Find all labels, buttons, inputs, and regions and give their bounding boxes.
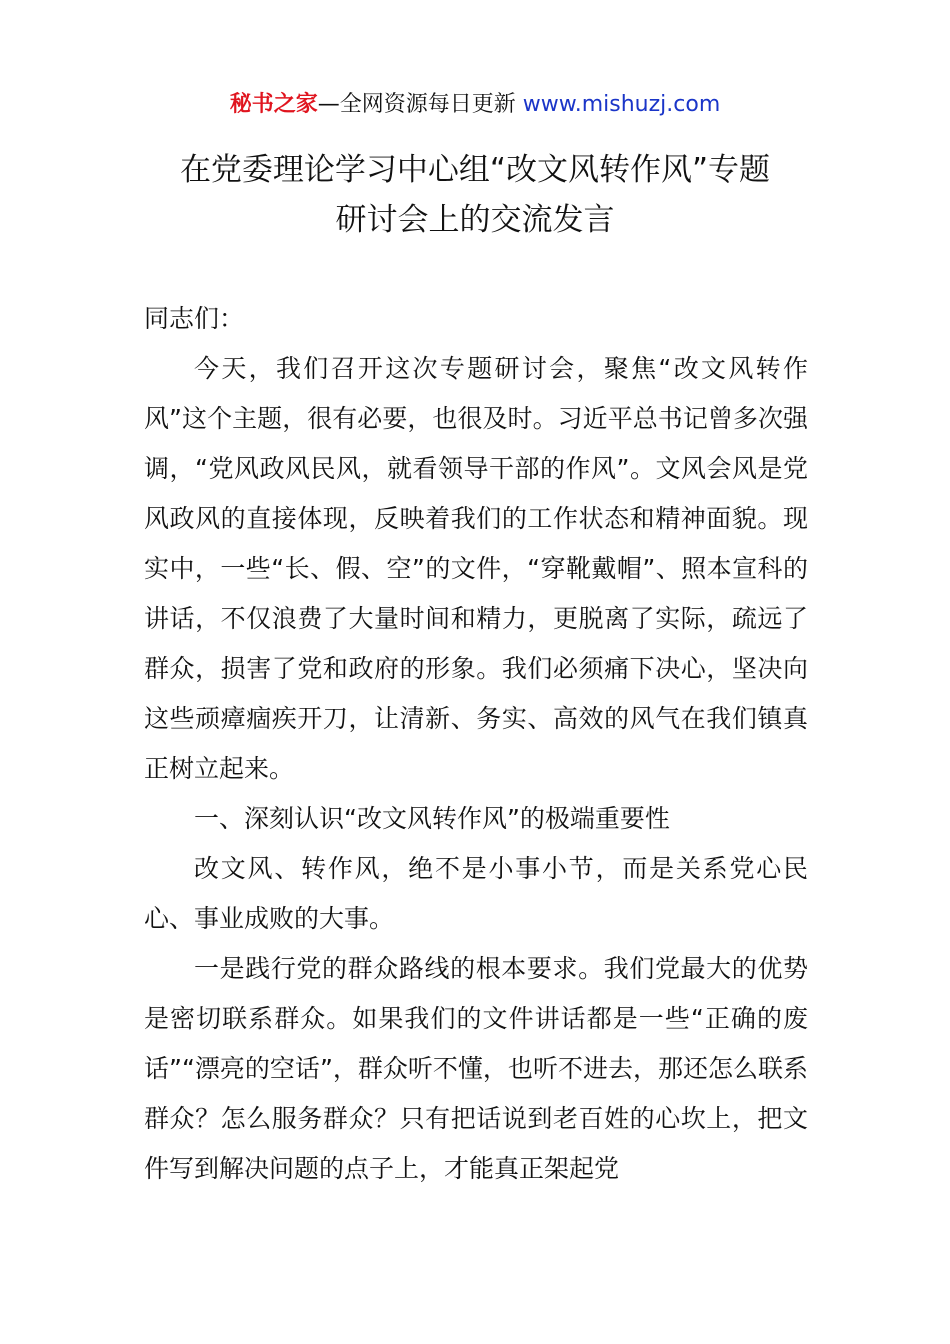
section-heading-1: 一、深刻认识“改文风转作风”的极端重要性: [194, 804, 670, 833]
site-tagline: —全网资源每日更新: [317, 92, 523, 117]
title-line-1: 在党委理论学习中心组“改文风转作风”专题: [179, 152, 771, 188]
site-header: [0, 88, 950, 122]
document-title: [120, 145, 830, 245]
paragraph-intro: 今天，我们召开这次专题研讨会，聚焦“改文风转作风”这个主题，很有必要，也很及时。习近平总书记曾多次强调，“党风政风民风，就看领导干部的作风”。文风会风是党风政风的直接体现，反映着我们的工作状态和精神面貌。现实中，一些“长、假、空”的文件，“穿靴戴帽”、照本宣科的讲话，不仅浪费了大量时间和精力，更脱离了实际，疏远了群众，损害了党和政府的形象。我们必须痛下决心，坚决向这些顽瘴痼疾开刀，让清新、务实、高效的风气在我们镇真正树立起来。: [144, 354, 808, 783]
site-brand: 秘书之家: [229, 92, 318, 117]
document-body: [144, 294, 808, 1194]
site-url-link[interactable]: www.mishuzj.com: [522, 92, 721, 117]
paragraph-section-1: 改文风、转作风，绝不是小事小节，而是关系党心民心、事业成败的大事。: [144, 854, 808, 933]
salutation: 同志们：: [144, 304, 245, 333]
title-line-2: 研讨会上的交流发言: [335, 202, 615, 238]
paragraph-point-1: 一是践行党的群众路线的根本要求。我们党最大的优势是密切联系群众。如果我们的文件讲话都是一些“正确的废话”“漂亮的空话”，群众听不懂，也听不进去，那还怎么联系群众？怎么服务群众？只有把话说到老百姓的心坎上，把文件写到解决问题的点子上，才能真正架起党: [144, 954, 808, 1183]
